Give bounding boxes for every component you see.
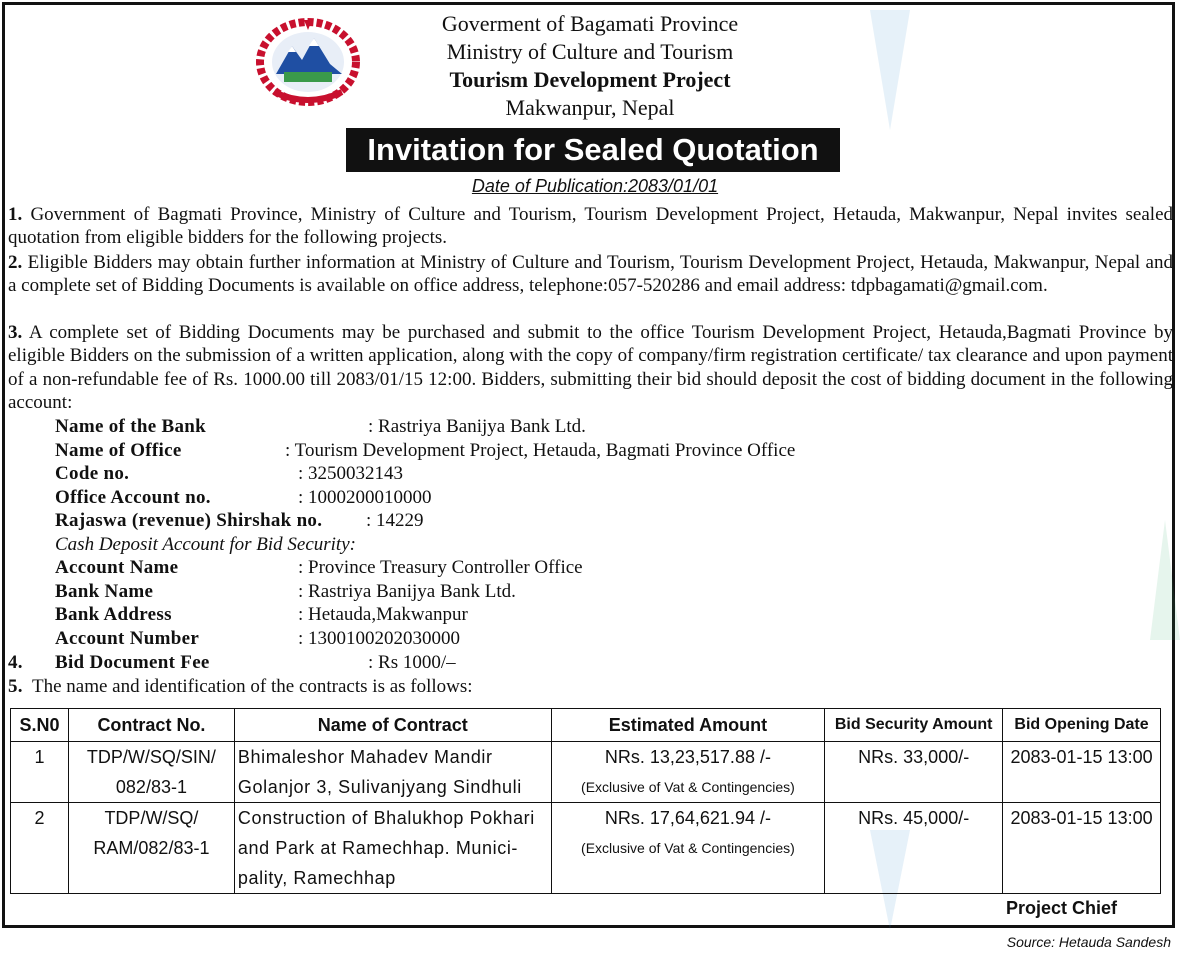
field-label: Name of the Bank xyxy=(55,416,206,437)
sn-cell: 2 xyxy=(11,803,69,894)
cash-deposit-heading: Cash Deposit Account for Bid Security: xyxy=(55,534,356,555)
sn-cell: 1 xyxy=(11,742,69,803)
table-header-row xyxy=(11,709,1161,742)
paragraph-text: A complete set of Bidding Documents may be purchased and submit to the office Tourism Development Project, Hetauda,Bagmati Province by eligible Bidders on the submission of a written application, along with the copy of company/firm registration certificate/ tax clearance and upon payment of a non-refundable fee of Rs. 1000.00 till 2083/01/15 12:00. Bidders, submitting their bid should deposit the cost of bidding document in the following account: xyxy=(8,322,1174,414)
amount-value: NRs. 13,23,517.88 /- xyxy=(604,747,771,767)
paragraph-1 xyxy=(8,203,1173,250)
paragraph-number: 3. xyxy=(8,322,23,343)
field-value: : Rastriya Banijya Bank Ltd. xyxy=(298,581,516,602)
field-value: : 1000200010000 xyxy=(298,487,432,508)
contract-name-line: Bhimaleshor Mahadev Mandir xyxy=(237,747,493,767)
field-label: Name of Office xyxy=(55,440,182,461)
field-value: : Tourism Development Project, Hetauda, Bagmati Province Office xyxy=(285,440,796,461)
column-header: Bid Security Amount xyxy=(825,709,1003,742)
table-row xyxy=(11,742,1161,803)
amount-value: NRs. 17,64,621.94 /- xyxy=(604,808,771,828)
intro-text: The name and identification of the contracts is as follows: xyxy=(32,676,473,697)
field-value: : Rastriya Banijya Bank Ltd. xyxy=(368,416,586,437)
contract-name-line: Construction of Bhalukhop Pokhari xyxy=(237,808,535,828)
column-header: Name of Contract xyxy=(234,709,551,742)
item-number: 4. xyxy=(8,652,23,673)
amount-cell xyxy=(551,742,825,803)
contract-name-line: and Park at Ramechhap. Munici- xyxy=(237,838,519,858)
amount-note: (Exclusive of Vat & Contingencies) xyxy=(581,840,795,856)
column-header: S.N0 xyxy=(11,709,69,742)
publication-date: Date of Publication:2083/01/01 xyxy=(471,176,719,196)
field-value: : 14229 xyxy=(366,510,424,531)
contract-no-cell xyxy=(68,742,234,803)
signature-title: Project Chief xyxy=(1006,898,1118,918)
contract-no-line: TDP/W/SQ/SIN/ xyxy=(86,747,216,767)
contract-no-cell xyxy=(68,803,234,894)
contract-name-cell xyxy=(234,742,551,803)
paragraph-text: Eligible Bidders may obtain further information at Ministry of Culture and Tourism, Tourism Development Project, Hetauda, Makwanpur, Nepal and a complete set of Bidding Documents is available on office address, telephone:057-520286 and email address: tdpbagamati@gmail.com. xyxy=(8,252,1173,297)
contract-name-line: pality, Ramechhap xyxy=(237,868,396,888)
contract-name-line: Golanjor 3, Sulivanjyang Sindhuli xyxy=(237,777,522,797)
field-value: : Province Treasury Controller Office xyxy=(298,557,583,578)
field-label: Code no. xyxy=(55,463,130,484)
notice-title: Invitation for Sealed Quotation xyxy=(346,128,840,172)
contract-name-cell xyxy=(234,803,551,894)
field-label: Bid Document Fee xyxy=(55,652,210,673)
column-header: Bid Opening Date xyxy=(1003,709,1161,742)
security-cell: NRs. 45,000/- xyxy=(825,803,1003,894)
watermark-arrow-icon xyxy=(870,10,910,130)
paragraph-text: Government of Bagmati Province, Ministry of Culture and Tourism, Tourism Development Project, Hetauda, Makwanpur, Nepal invites sealed quotation from eligible bidders for the following projects. xyxy=(8,204,1173,249)
contract-no-line: 082/83-1 xyxy=(115,777,187,797)
field-label: Office Account no. xyxy=(55,487,211,508)
column-header: Contract No. xyxy=(68,709,234,742)
field-value: : 1300100202030000 xyxy=(298,628,461,649)
field-label: Bank Address xyxy=(55,604,172,625)
table-row xyxy=(11,803,1161,894)
contracts-table xyxy=(10,708,1161,894)
security-cell: NRs. 33,000/- xyxy=(825,742,1003,803)
province-name: Goverment of Bagamati Province xyxy=(441,11,739,36)
ministry-name: Ministry of Culture and Tourism xyxy=(446,39,734,64)
paragraph-2 xyxy=(8,251,1173,298)
amount-cell xyxy=(551,803,825,894)
nepal-emblem-icon xyxy=(256,16,360,106)
contract-no-line: TDP/W/SQ/ xyxy=(104,808,199,828)
source-credit: Source: Hetauda Sandesh xyxy=(1006,934,1171,950)
paragraph-3 xyxy=(8,321,1173,415)
item-number: 5. xyxy=(8,676,23,697)
watermark-arrow-icon xyxy=(1150,520,1180,640)
paragraph-number: 1. xyxy=(8,204,23,225)
location: Makwanpur, Nepal xyxy=(505,95,675,120)
opening-date-cell: 2083-01-15 13:00 xyxy=(1003,803,1161,894)
contract-no-line: RAM/082/83-1 xyxy=(93,838,210,858)
field-value: : Hetauda,Makwanpur xyxy=(298,604,468,625)
column-header: Estimated Amount xyxy=(551,709,825,742)
field-value: : 3250032143 xyxy=(298,463,404,484)
field-label: Account Name xyxy=(55,557,179,578)
amount-note: (Exclusive of Vat & Contingencies) xyxy=(581,779,795,795)
paragraph-number: 2. xyxy=(8,252,23,273)
field-label: Rajaswa (revenue) Shirshak no. xyxy=(55,510,323,531)
field-value: : Rs 1000/– xyxy=(368,652,456,673)
field-label: Account Number xyxy=(55,628,200,649)
project-name: Tourism Development Project xyxy=(449,67,731,92)
opening-date-cell: 2083-01-15 13:00 xyxy=(1003,742,1161,803)
field-label: Bank Name xyxy=(55,581,154,602)
